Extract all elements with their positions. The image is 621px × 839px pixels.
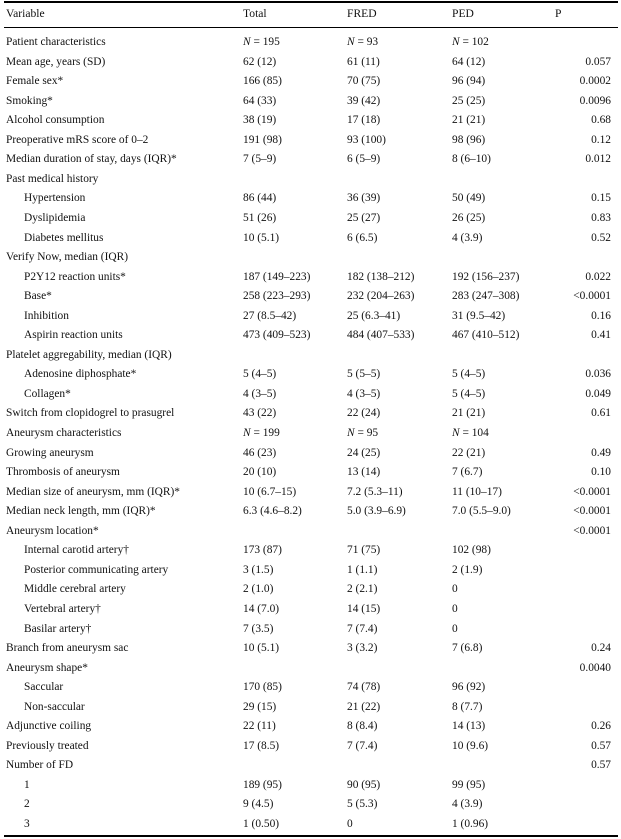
cell-fred: 232 (204–263)	[347, 290, 415, 303]
row-label: Non-saccular	[24, 700, 85, 713]
cell-fred: 0	[347, 818, 353, 830]
row-label: Base*	[24, 290, 52, 303]
cell-p: 0.0040	[579, 661, 611, 674]
cell-p: 0.61	[591, 407, 611, 420]
table-row	[0, 620, 621, 639]
row-label: Number of FD	[6, 759, 74, 772]
table-row	[0, 268, 621, 287]
row-label: Median duration of stay, days (IQR)*	[6, 153, 177, 166]
cell-ped: 5 (4–5)	[452, 368, 486, 381]
table-row	[0, 639, 621, 658]
cell-ped: 96 (94)	[452, 75, 486, 88]
cell-p: 0.049	[585, 387, 611, 400]
cell-fred: 13 (14)	[347, 466, 381, 479]
cell-ped: 21 (21)	[452, 114, 486, 127]
cell-ped: 7 (6.7)	[452, 466, 483, 479]
cell-fred: 24 (25)	[347, 446, 381, 459]
row-label: 2	[24, 798, 30, 811]
cell-total: N = 195	[243, 36, 280, 48]
cell-total: 4 (3–5)	[243, 387, 277, 400]
cell-fred: 7 (7.4)	[347, 739, 378, 752]
cell-total: 27 (8.5–42)	[243, 309, 297, 322]
cell-p: 0.57	[591, 739, 611, 752]
cell-total: 10 (6.7–15)	[243, 485, 297, 498]
cell-total: 10 (5.1)	[243, 642, 280, 655]
cell-p: 0.022	[585, 270, 611, 283]
table-row	[0, 815, 621, 834]
cell-fred: 21 (22)	[347, 700, 381, 713]
table-row	[0, 209, 621, 228]
cell-total: 62 (12)	[243, 55, 277, 68]
cell-p: 0.57	[591, 759, 611, 772]
cell-p: 0.41	[591, 329, 611, 342]
table-row	[0, 346, 621, 365]
table-row	[0, 326, 621, 345]
cell-ped: 21 (21)	[452, 407, 486, 420]
table-row	[0, 72, 621, 91]
cell-p: 0.49	[591, 446, 611, 459]
cell-total: 5 (4–5)	[243, 368, 277, 381]
cell-ped: 5 (4–5)	[452, 387, 486, 400]
cell-total: 170 (85)	[243, 681, 282, 694]
cell-ped: 11 (10–17)	[452, 485, 502, 498]
row-label: Median size of aneurysm, mm (IQR)*	[6, 485, 180, 498]
cell-total: 187 (149–223)	[243, 270, 311, 283]
cell-fred: 3 (3.2)	[347, 642, 378, 655]
cell-total: 22 (11)	[243, 720, 276, 733]
row-label: Female sex*	[6, 75, 64, 88]
table-row	[0, 307, 621, 326]
row-label: Aspirin reaction units	[24, 329, 123, 342]
row-label: Past medical history	[6, 172, 99, 185]
cell-total: 46 (23)	[243, 446, 277, 459]
cell-ped: 0	[452, 622, 458, 635]
table-row	[0, 776, 621, 795]
row-label: Growing aneurysm	[6, 446, 94, 459]
cell-total: 3 (1.5)	[243, 563, 274, 576]
cell-ped: 1 (0.96)	[452, 818, 489, 830]
cell-total: 7 (3.5)	[243, 622, 274, 635]
cell-p: 0.68	[591, 114, 611, 127]
cell-p: 0.16	[591, 309, 611, 322]
cell-ped: 192 (156–237)	[452, 270, 520, 283]
cell-fred: 61 (11)	[347, 55, 380, 68]
cell-ped: 467 (410–512)	[452, 329, 520, 342]
cell-p: 0.24	[591, 642, 611, 655]
cell-total: 7 (5–9)	[243, 153, 277, 166]
cell-ped: 25 (25)	[452, 94, 486, 107]
table-row	[0, 522, 621, 541]
cell-fred: N = 95	[347, 427, 379, 439]
table-header-row	[0, 4, 621, 23]
cell-fred: 74 (78)	[347, 681, 381, 694]
table-row	[0, 717, 621, 736]
cell-total: 173 (87)	[243, 544, 282, 557]
cell-ped: 96 (92)	[452, 681, 486, 694]
cell-p: 0.52	[591, 231, 611, 244]
header-variable: Variable	[6, 7, 45, 20]
cell-fred: 7 (7.4)	[347, 622, 378, 635]
cell-total: 10 (5.1)	[243, 231, 280, 244]
row-label: Verify Now, median (IQR)	[6, 251, 128, 264]
table-row	[0, 248, 621, 267]
row-label: Platelet aggregability, median (IQR)	[6, 348, 172, 361]
table-row	[0, 33, 621, 52]
cell-ped: 10 (9.6)	[452, 739, 489, 752]
row-label: Collagen*	[24, 387, 71, 400]
table-row	[0, 600, 621, 619]
cell-total: 38 (19)	[243, 114, 277, 127]
table-row	[0, 424, 621, 443]
table-row	[0, 795, 621, 814]
cell-fred: 71 (75)	[347, 544, 381, 557]
cell-ped: N = 102	[452, 36, 489, 48]
table-row	[0, 678, 621, 697]
cell-fred: 36 (39)	[347, 192, 381, 205]
cell-total: 189 (95)	[243, 778, 282, 791]
cell-fred: 5 (5.3)	[347, 798, 378, 811]
cell-fred: 5 (5–5)	[347, 368, 381, 381]
table-row	[0, 53, 621, 72]
table-row	[0, 131, 621, 150]
cell-fred: 90 (95)	[347, 778, 381, 791]
row-label: Middle cerebral artery	[24, 583, 126, 596]
cell-ped: 8 (7.7)	[452, 700, 483, 713]
table-row	[0, 502, 621, 521]
cell-total: N = 199	[243, 427, 280, 439]
header-fred: FRED	[347, 7, 377, 20]
cell-total: 20 (10)	[243, 466, 277, 479]
cell-fred: 484 (407–533)	[347, 329, 415, 342]
cell-total: 29 (15)	[243, 700, 277, 713]
cell-total: 64 (33)	[243, 94, 277, 107]
header-ped: PED	[452, 7, 474, 20]
row-label: Diabetes mellitus	[24, 231, 104, 244]
table-row	[0, 444, 621, 463]
row-label: Patient characteristics	[6, 36, 106, 48]
cell-fred: 25 (6.3–41)	[347, 309, 401, 322]
cell-total: 51 (26)	[243, 211, 277, 224]
cell-total: 6.3 (4.6–8.2)	[243, 505, 302, 518]
row-label: Previously treated	[6, 739, 89, 752]
row-label: Smoking*	[6, 94, 53, 107]
table-row	[0, 541, 621, 560]
cell-total: 86 (44)	[243, 192, 277, 205]
cell-fred: 25 (27)	[347, 211, 381, 224]
cell-ped: 4 (3.9)	[452, 231, 483, 244]
cell-fred: 7.2 (5.3–11)	[347, 485, 403, 498]
table-row	[0, 698, 621, 717]
cell-fred: 5.0 (3.9–6.9)	[347, 505, 406, 518]
cell-fred: 8 (8.4)	[347, 720, 378, 733]
cell-p: <0.0001	[573, 524, 611, 537]
cell-p: 0.15	[591, 192, 611, 205]
table-top-rule	[4, 1, 618, 3]
cell-fred: 93 (100)	[347, 133, 386, 146]
cell-ped: 64 (12)	[452, 55, 486, 68]
cell-p: 0.012	[585, 153, 611, 166]
cell-ped: 2 (1.9)	[452, 563, 483, 576]
table-row	[0, 92, 621, 111]
row-label: Aneurysm shape*	[6, 661, 88, 674]
row-label: 1	[24, 778, 30, 791]
cell-p: <0.0001	[573, 485, 611, 498]
cell-total: 17 (8.5)	[243, 739, 280, 752]
row-label: Branch from aneurysm sac	[6, 642, 129, 655]
row-label: Mean age, years (SD)	[6, 55, 106, 68]
cell-ped: 283 (247–308)	[452, 290, 520, 303]
table-row	[0, 483, 621, 502]
cell-fred: N = 93	[347, 36, 379, 48]
cell-total: 14 (7.0)	[243, 602, 280, 615]
row-label: Thrombosis of aneurysm	[6, 466, 120, 479]
cell-p: <0.0001	[573, 290, 611, 303]
row-label: Switch from clopidogrel to prasugrel	[6, 407, 175, 420]
table-row	[0, 189, 621, 208]
cell-fred: 2 (2.1)	[347, 583, 378, 596]
cell-fred: 17 (18)	[347, 114, 381, 127]
row-label: Internal carotid artery†	[24, 544, 129, 557]
cell-fred: 70 (75)	[347, 75, 381, 88]
cell-total: 43 (22)	[243, 407, 277, 420]
cell-p: 0.057	[585, 55, 611, 68]
row-label: Preoperative mRS score of 0–2	[6, 133, 149, 146]
cell-fred: 1 (1.1)	[347, 563, 378, 576]
cell-ped: 7.0 (5.5–9.0)	[452, 505, 511, 518]
row-label: Aneurysm characteristics	[6, 427, 122, 439]
table-row	[0, 111, 621, 130]
table-row	[0, 229, 621, 248]
table-row	[0, 365, 621, 384]
row-label: Basilar artery†	[24, 622, 92, 635]
row-label: Inhibition	[24, 309, 69, 322]
table-row	[0, 404, 621, 423]
header-p: P	[555, 7, 562, 20]
cell-total: 9 (4.5)	[243, 798, 274, 811]
cell-fred: 14 (15)	[347, 602, 381, 615]
table-row	[0, 580, 621, 599]
cell-p: 0.0096	[579, 94, 611, 107]
table-row	[0, 150, 621, 169]
table-row	[0, 170, 621, 189]
cell-ped: 102 (98)	[452, 544, 491, 557]
cell-ped: 4 (3.9)	[452, 798, 483, 811]
table-row	[0, 659, 621, 678]
cell-total: 166 (85)	[243, 75, 282, 88]
row-label: Adenosine diphosphate*	[24, 368, 137, 381]
header-total: Total	[243, 7, 267, 20]
table-row	[0, 463, 621, 482]
cell-ped: 99 (95)	[452, 778, 486, 791]
cell-ped: 98 (96)	[452, 133, 486, 146]
cell-total: 1 (0.50)	[243, 818, 280, 830]
table-row	[0, 737, 621, 756]
row-label: Median neck length, mm (IQR)*	[6, 505, 156, 518]
cell-ped: 7 (6.8)	[452, 642, 483, 655]
cell-p: 0.26	[591, 720, 611, 733]
cell-total: 258 (223–293)	[243, 290, 311, 303]
cell-total: 191 (98)	[243, 133, 282, 146]
row-label: Hypertension	[24, 192, 86, 205]
row-label: Dyslipidemia	[24, 211, 86, 224]
cell-ped: N = 104	[452, 427, 489, 439]
cell-ped: 26 (25)	[452, 211, 486, 224]
cell-ped: 22 (21)	[452, 446, 486, 459]
cell-fred: 4 (3–5)	[347, 387, 381, 400]
cell-p: 0.10	[591, 466, 611, 479]
table-row	[0, 561, 621, 580]
row-label: P2Y12 reaction units*	[24, 270, 126, 283]
row-label: Alcohol consumption	[6, 114, 105, 127]
cell-ped: 50 (49)	[452, 192, 486, 205]
cell-fred: 6 (5–9)	[347, 153, 381, 166]
table-row	[0, 385, 621, 404]
row-label: Aneurysm location*	[6, 524, 99, 537]
row-label: Saccular	[24, 681, 64, 694]
table-row	[0, 287, 621, 306]
cell-ped: 31 (9.5–42)	[452, 309, 506, 322]
cell-fred: 182 (138–212)	[347, 270, 415, 283]
cell-fred: 6 (6.5)	[347, 231, 378, 244]
cell-p: 0.0002	[579, 75, 611, 88]
table-header-rule	[4, 27, 618, 28]
cell-total: 473 (409–523)	[243, 329, 311, 342]
cell-ped: 8 (6–10)	[452, 153, 491, 166]
cell-total: 2 (1.0)	[243, 583, 274, 596]
row-label: Posterior communicating artery	[24, 563, 169, 576]
cell-p: 0.83	[591, 211, 611, 224]
table-row	[0, 756, 621, 775]
cell-ped: 0	[452, 602, 458, 615]
row-label: Adjunctive coiling	[6, 720, 92, 733]
cell-ped: 0	[452, 583, 458, 596]
table-bottom-rule	[4, 835, 618, 837]
cell-p: 0.12	[591, 133, 611, 146]
cell-p: 0.036	[585, 368, 611, 381]
row-label: 3	[24, 818, 30, 830]
cell-p: <0.0001	[573, 505, 611, 518]
cell-ped: 14 (13)	[452, 720, 486, 733]
cell-fred: 39 (42)	[347, 94, 381, 107]
row-label: Vertebral artery†	[24, 602, 101, 615]
cell-fred: 22 (24)	[347, 407, 381, 420]
